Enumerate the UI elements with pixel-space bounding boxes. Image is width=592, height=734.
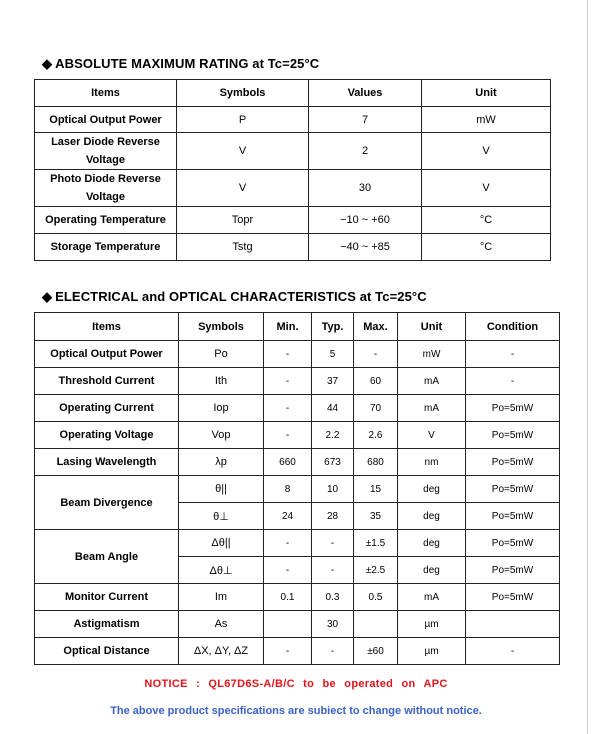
condition-cell: -	[466, 638, 560, 665]
table-row	[35, 449, 560, 476]
typ-cell: -	[312, 557, 354, 584]
min-cell: -	[264, 395, 312, 422]
symbol-cell: Topr	[177, 207, 309, 234]
min-cell: -	[264, 341, 312, 368]
abs-max-title: ABSOLUTE MAXIMUM RATING at Tc=25°C	[55, 56, 320, 71]
min-cell: 24	[264, 503, 312, 530]
table-row	[35, 341, 560, 368]
diamond-bullet-icon: ◆	[42, 289, 53, 304]
diamond-bullet-icon: ◆	[42, 56, 53, 71]
typ-cell: 30	[312, 611, 354, 638]
item-cell: Optical Output Power	[35, 341, 179, 368]
table-row	[35, 638, 560, 665]
symbol-cell: Ith	[179, 368, 264, 395]
page-edge	[587, 0, 588, 734]
table-header-row	[35, 313, 560, 341]
item-cell: Lasing Wavelength	[35, 449, 179, 476]
table-row	[35, 234, 551, 261]
col-header: Condition	[466, 313, 560, 341]
unit-cell: °C	[422, 234, 551, 261]
abs-max-heading	[42, 56, 319, 72]
item-cell: Monitor Current	[35, 584, 179, 611]
table-row	[35, 584, 560, 611]
col-header: Typ.	[312, 313, 354, 341]
condition-cell: Po=5mW	[466, 395, 560, 422]
table-row	[35, 133, 551, 170]
min-cell: -	[264, 422, 312, 449]
item-cell: Laser Diode Reverse Voltage	[35, 133, 177, 170]
typ-cell: 28	[312, 503, 354, 530]
electrical-title: ELECTRICAL and OPTICAL CHARACTERISTICS at Tc=25°C	[55, 289, 427, 304]
unit-cell: deg	[398, 476, 466, 503]
condition-cell: Po=5mW	[466, 476, 560, 503]
item-cell: Operating Voltage	[35, 422, 179, 449]
symbol-cell: Δθ⊥	[179, 557, 264, 584]
col-header: Items	[35, 80, 177, 107]
condition-cell: -	[466, 341, 560, 368]
max-cell: ±1.5	[354, 530, 398, 557]
unit-cell: deg	[398, 557, 466, 584]
typ-cell: -	[312, 530, 354, 557]
col-header: Max.	[354, 313, 398, 341]
value-cell: 30	[309, 170, 422, 207]
table-row	[35, 530, 560, 557]
table-row	[35, 476, 560, 503]
min-cell: -	[264, 368, 312, 395]
max-cell: ±60	[354, 638, 398, 665]
col-header: Symbols	[179, 313, 264, 341]
max-cell: ±2.5	[354, 557, 398, 584]
item-cell: Astigmatism	[35, 611, 179, 638]
typ-cell: 0.3	[312, 584, 354, 611]
col-header: Items	[35, 313, 179, 341]
symbol-cell: As	[179, 611, 264, 638]
typ-cell: 37	[312, 368, 354, 395]
unit-cell: °C	[422, 207, 551, 234]
symbol-cell: Δθ||	[179, 530, 264, 557]
unit-cell: deg	[398, 530, 466, 557]
unit-cell: deg	[398, 503, 466, 530]
unit-cell: µm	[398, 611, 466, 638]
table-row	[35, 170, 551, 207]
table-row	[35, 611, 560, 638]
col-header: Unit	[398, 313, 466, 341]
symbol-cell: θ⊥	[179, 503, 264, 530]
unit-cell: V	[422, 170, 551, 207]
typ-cell: -	[312, 638, 354, 665]
typ-cell: 10	[312, 476, 354, 503]
symbol-cell: ΔX, ΔY, ΔZ	[179, 638, 264, 665]
typ-cell: 5	[312, 341, 354, 368]
col-header: Values	[309, 80, 422, 107]
table-row	[35, 368, 560, 395]
condition-cell: Po=5mW	[466, 557, 560, 584]
item-cell: Optical Distance	[35, 638, 179, 665]
condition-cell: Po=5mW	[466, 584, 560, 611]
min-cell: -	[264, 638, 312, 665]
condition-cell: Po=5mW	[466, 530, 560, 557]
symbol-cell: θ||	[179, 476, 264, 503]
table-header-row	[35, 80, 551, 107]
item-cell: Beam Angle	[35, 530, 179, 584]
typ-cell: 2.2	[312, 422, 354, 449]
max-cell: -	[354, 341, 398, 368]
item-cell: Threshold Current	[35, 368, 179, 395]
value-cell: −10 ~ +60	[309, 207, 422, 234]
item-cell: Operating Temperature	[35, 207, 177, 234]
max-cell: 35	[354, 503, 398, 530]
condition-cell: Po=5mW	[466, 449, 560, 476]
min-cell: 0.1	[264, 584, 312, 611]
value-cell: 2	[309, 133, 422, 170]
symbol-cell: Iop	[179, 395, 264, 422]
unit-cell: V	[398, 422, 466, 449]
value-cell: −40 ~ +85	[309, 234, 422, 261]
item-cell: Operating Current	[35, 395, 179, 422]
table-row	[35, 207, 551, 234]
apc-notice: NOTICE : QL67D6S-A/B/C to be operated on APC	[144, 678, 448, 690]
max-cell: 60	[354, 368, 398, 395]
condition-cell: Po=5mW	[466, 422, 560, 449]
max-cell	[354, 611, 398, 638]
symbol-cell: V	[177, 170, 309, 207]
symbol-cell: V	[177, 133, 309, 170]
item-cell: Photo Diode Reverse Voltage	[35, 170, 177, 207]
abs-max-table	[34, 79, 551, 261]
condition-cell: Po=5mW	[466, 503, 560, 530]
typ-cell: 673	[312, 449, 354, 476]
min-cell: -	[264, 557, 312, 584]
unit-cell: mW	[398, 341, 466, 368]
unit-cell: nm	[398, 449, 466, 476]
unit-cell: mA	[398, 584, 466, 611]
spec-change-disclaimer: The above product specifications are subiect to change without notice.	[110, 705, 482, 717]
electrical-table	[34, 312, 560, 665]
item-cell: Storage Temperature	[35, 234, 177, 261]
table-row	[35, 107, 551, 133]
symbol-cell: λp	[179, 449, 264, 476]
unit-cell: V	[422, 133, 551, 170]
symbol-cell: Im	[179, 584, 264, 611]
col-header: Symbols	[177, 80, 309, 107]
symbol-cell: P	[177, 107, 309, 133]
condition-cell	[466, 611, 560, 638]
table-row	[35, 395, 560, 422]
col-header: Min.	[264, 313, 312, 341]
min-cell: 660	[264, 449, 312, 476]
item-cell: Optical Output Power	[35, 107, 177, 133]
symbol-cell: Tstg	[177, 234, 309, 261]
symbol-cell: Po	[179, 341, 264, 368]
max-cell: 0.5	[354, 584, 398, 611]
min-cell: -	[264, 530, 312, 557]
electrical-heading	[42, 289, 427, 305]
unit-cell: µm	[398, 638, 466, 665]
max-cell: 680	[354, 449, 398, 476]
max-cell: 2.6	[354, 422, 398, 449]
symbol-cell: Vop	[179, 422, 264, 449]
unit-cell: mA	[398, 368, 466, 395]
item-cell: Beam Divergence	[35, 476, 179, 530]
condition-cell: -	[466, 368, 560, 395]
col-header: Unit	[422, 80, 551, 107]
table-row	[35, 422, 560, 449]
max-cell: 15	[354, 476, 398, 503]
min-cell: 8	[264, 476, 312, 503]
max-cell: 70	[354, 395, 398, 422]
unit-cell: mW	[422, 107, 551, 133]
typ-cell: 44	[312, 395, 354, 422]
min-cell	[264, 611, 312, 638]
unit-cell: mA	[398, 395, 466, 422]
value-cell: 7	[309, 107, 422, 133]
